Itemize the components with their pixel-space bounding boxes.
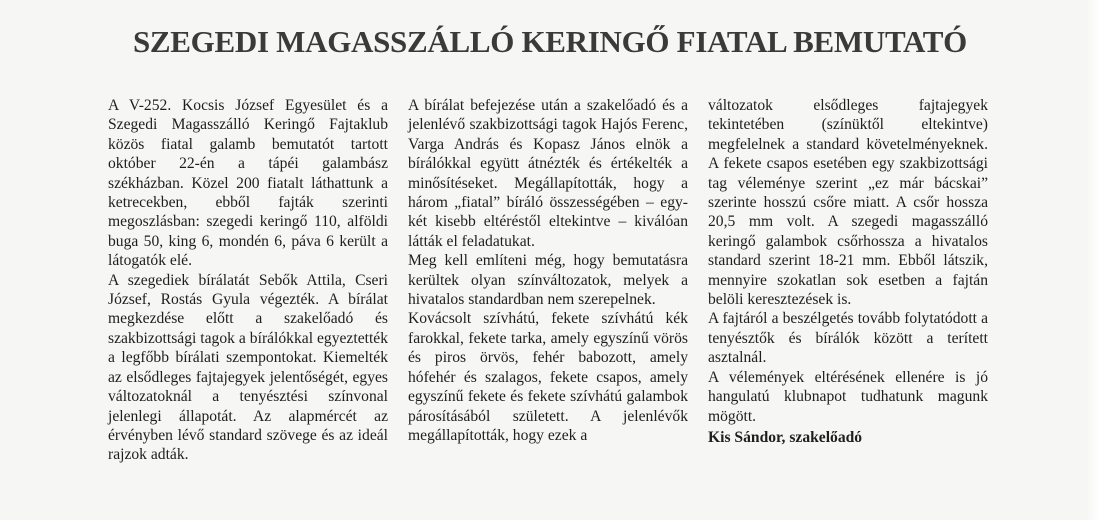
column-3	[708, 96, 988, 447]
paragraph: A vélemények eltérésének ellenére is jó hangulatú klubnapot tudhatunk magunk mögött.	[708, 368, 988, 425]
column-1	[108, 96, 388, 465]
author-signature: Kis Sándor, szakelőadó	[708, 428, 863, 446]
paragraph: A fajtáról a beszélgetés tovább folytatódott a tenyésztők és bírálók között a terített asztalnál.	[708, 310, 988, 367]
column-2	[408, 96, 688, 445]
paragraph: változatok elsődleges fajtajegyek tekintetében (színüktől eltekintve) megfelelnek a standard követelményeknek. A fekete csapos esetében egy szakbizottsági tag véleménye szerint „ez már bácskai” szerinte hosszú csőre miatt. A csőr hossza 20,5 mm volt. A szegedi magasszálló keringő galambok csőrhossza a hivatalos standard szerint 18-21 mm. Ebből látszik, mennyire szokatlan sok esetben a fajtán belöli keresztezések is.	[708, 97, 988, 309]
paragraph: A bírálat befejezése után a szakelőadó és a jelenlévő szakbizottsági tagok Hajós Ferenc, Varga András és Kopasz János elnök a bírálókkal együtt átnézték és értékelték a minősítéseket. Megállapították, hogy a három „fiatal” bíráló összességében – egy-két kisebb eltéréstől eltekintve – kiválóan látták el feladatukat.	[408, 97, 688, 250]
paragraph: A V-252. Kocsis József Egyesület és a Szegedi Magasszálló Keringő Fajtaklub közös fiatal galamb bemutatót tartott október 22-én a tápéi galambász székházban. Közel 200 fiatalt láthattunk a ketrecekben, ebből fajták szerinti megoszlásban: szegedi keringő 110, alföldi buga 50, king 6, mondén 6, páva 6 került a látogatók elé.	[108, 97, 388, 270]
paragraph: Kovácsolt szívhátú, fekete szívhátú kék farokkal, fekete tarka, amely egyszínű vörös és piros örvös, fehér babozott, amely hófehér és szalagos, fekete csapos, amely egyszínű fekete és fekete szívhátú galambok párosításából született. A jelenlévők megállapították, hogy ezek a	[408, 310, 688, 444]
paragraph: Meg kell említeni még, hogy bemutatásra kerültek olyan színváltozatok, melyek a hivatalos standardban nem szerepelnek.	[408, 252, 688, 309]
article-title: SZEGEDI MAGASSZÁLLÓ KERINGŐ FIATAL BEMUTATÓ	[132, 24, 967, 59]
paragraph: A szegediek bírálatát Sebők Attila, Cseri József, Rostás Gyula végezték. A bírálat megkezdése előtt a szakelőadó és szakbizottsági tagok a bírálókkal egyeztették a legfőbb bírálati szempontokat. Kiemelték az elsődleges fajtajegyek jelentőségét, egyes változatoknál a tenyésztési színvonal jelenlegi állapotát. Az alapmércét az érvényben lévő standard szövege és az ideál rajzok adták.	[108, 271, 388, 464]
article-body	[108, 96, 988, 496]
page-edge	[1086, 0, 1100, 520]
